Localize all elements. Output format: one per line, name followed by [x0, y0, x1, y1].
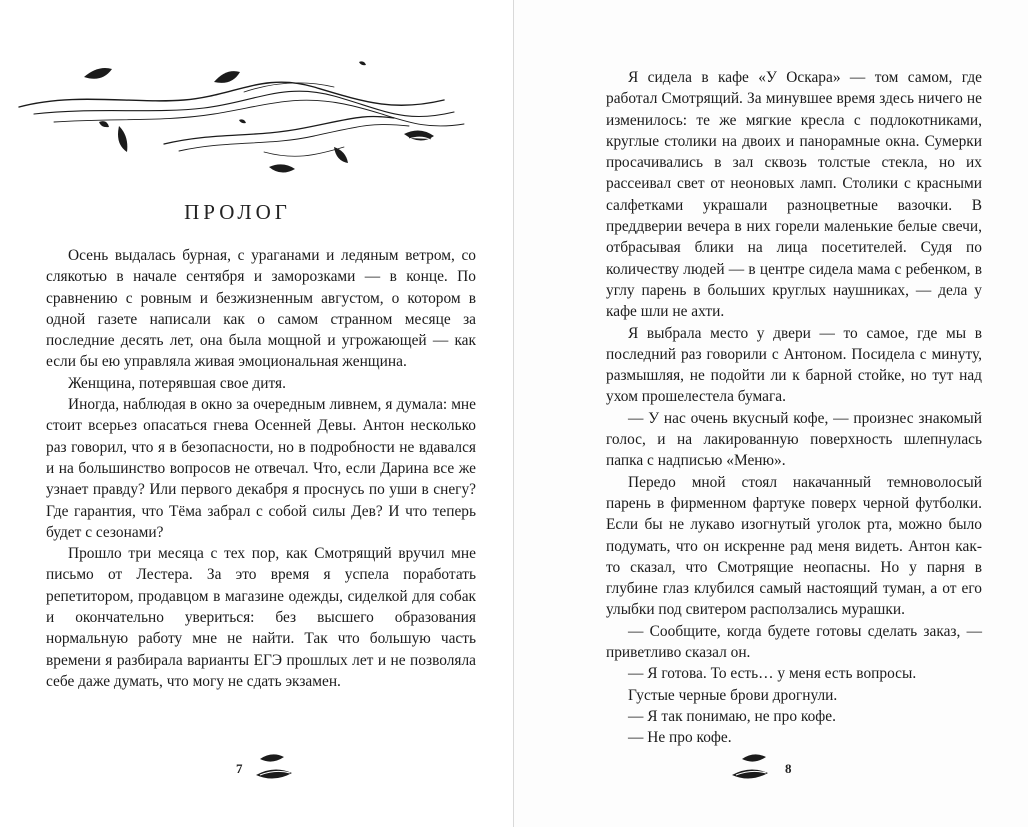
left-page-body [46, 245, 476, 692]
right-page-body [606, 67, 982, 749]
paragraph: Густые черные брови дрогнули. [628, 686, 838, 704]
paragraph: — Я готова. То есть… у меня есть вопросы. [628, 665, 917, 683]
wind-swirl-leaves-icon [14, 52, 489, 192]
paragraph: Прошло три месяца с тех пор, как Смотрящий вручил мне письмо от Лестера. За это время я успела поработать репетитором, продавцом в магазине одежды, сиделкой для собак и окончательно увериться: без высшего образования нормальную работу мне не найти. Так что большую часть времени я разбирала варианты ЕГЭ прошлых лет и не позволяла себе даже думать, что могу не сдать экзамен. [46, 545, 476, 690]
paragraph: Я выбрала место у двери — то самое, где мы в последний раз говорили с Антоном. Посидела с минуту, размышляя, не подойти ли к барной стойке, но тут над ухом прошелестела бумага. [606, 324, 982, 406]
paragraph: — Сообщите, когда будете готовы сделать заказ, — приветливо сказал он. [606, 622, 982, 662]
paragraph: — Не про кофе. [628, 729, 732, 747]
paragraph: Я сидела в кафе «У Оскара» — том самом, где работал Смотрящий. За минувшее время здесь ничего не изменилось: те же мягкие кресла с подлокотниками, круглые столики на двоих и панорамные окна. Сумерки просачивались в зал сквозь толстые стекла, но их рассеивал свет от неоновых ламп. Столики с красными салфетками украшали разноцветные вазочки. В преддверии вечера в них горели маленькие белые свечи, отбрасывая блики на лица посетителей. Судя по количеству людей — в центре сидела мама с ребенком, в углу парень в больших круглых наушниках, — дела у кафе шли не ахти. [606, 69, 982, 321]
page-number: 8 [785, 761, 792, 776]
small-leaves-icon [252, 751, 302, 783]
small-leaves-icon [724, 751, 774, 783]
paragraph: — Я так понимаю, не про кофе. [628, 707, 836, 725]
page-number: 7 [236, 761, 243, 776]
chapter-title: ПРОЛОГ [184, 200, 291, 224]
paragraph: Женщина, потерявшая свое дитя. [68, 374, 286, 392]
paragraph: Иногда, наблюдая в окно за очередным ливнем, я думала: мне стоит всерьез опасаться гнева Осенней Девы. Антон несколько раз говорил, что я в безопасности, но в подробности не вдавался и на большинство вопросов не отвечал. Что, если Дарина все же узнает правду? Или первого декабря я проснусь по уши в снегу? Где гарантия, что Тёма забрал с собой силы Дев? И что теперь будет с сезонами? [46, 396, 476, 541]
paragraph: — У нас очень вкусный кофе, — произнес знакомый голос, и на лакированную поверхность шлепнулась папка с надписью «Меню». [606, 409, 982, 470]
paragraph: Осень выдалась бурная, с ураганами и ледяным ветром, со слякотью в начале сентября и заморозками — в конце. По сравнению с ровным и безжизненным августом, о котором в одной газете написали как о самом странном месяце за последние десять лет, она была мощной и угрожающей — как если бы ею управляла живая эмоциональная женщина. [46, 247, 476, 371]
right-page [514, 0, 1028, 827]
paragraph: Передо мной стоял накачанный темноволосый парень в фирменном фартуке поверх черной футболки. Если бы не лукаво изогнутый уголок рта, можно было подумать, что он искренне рад меня видеть. Антон как-то сказал, что Смотрящие неопасны. Но у парня в глубине глаз клубился самый настоящий туман, а от его улыбки под свитером расползались мурашки. [606, 473, 982, 619]
